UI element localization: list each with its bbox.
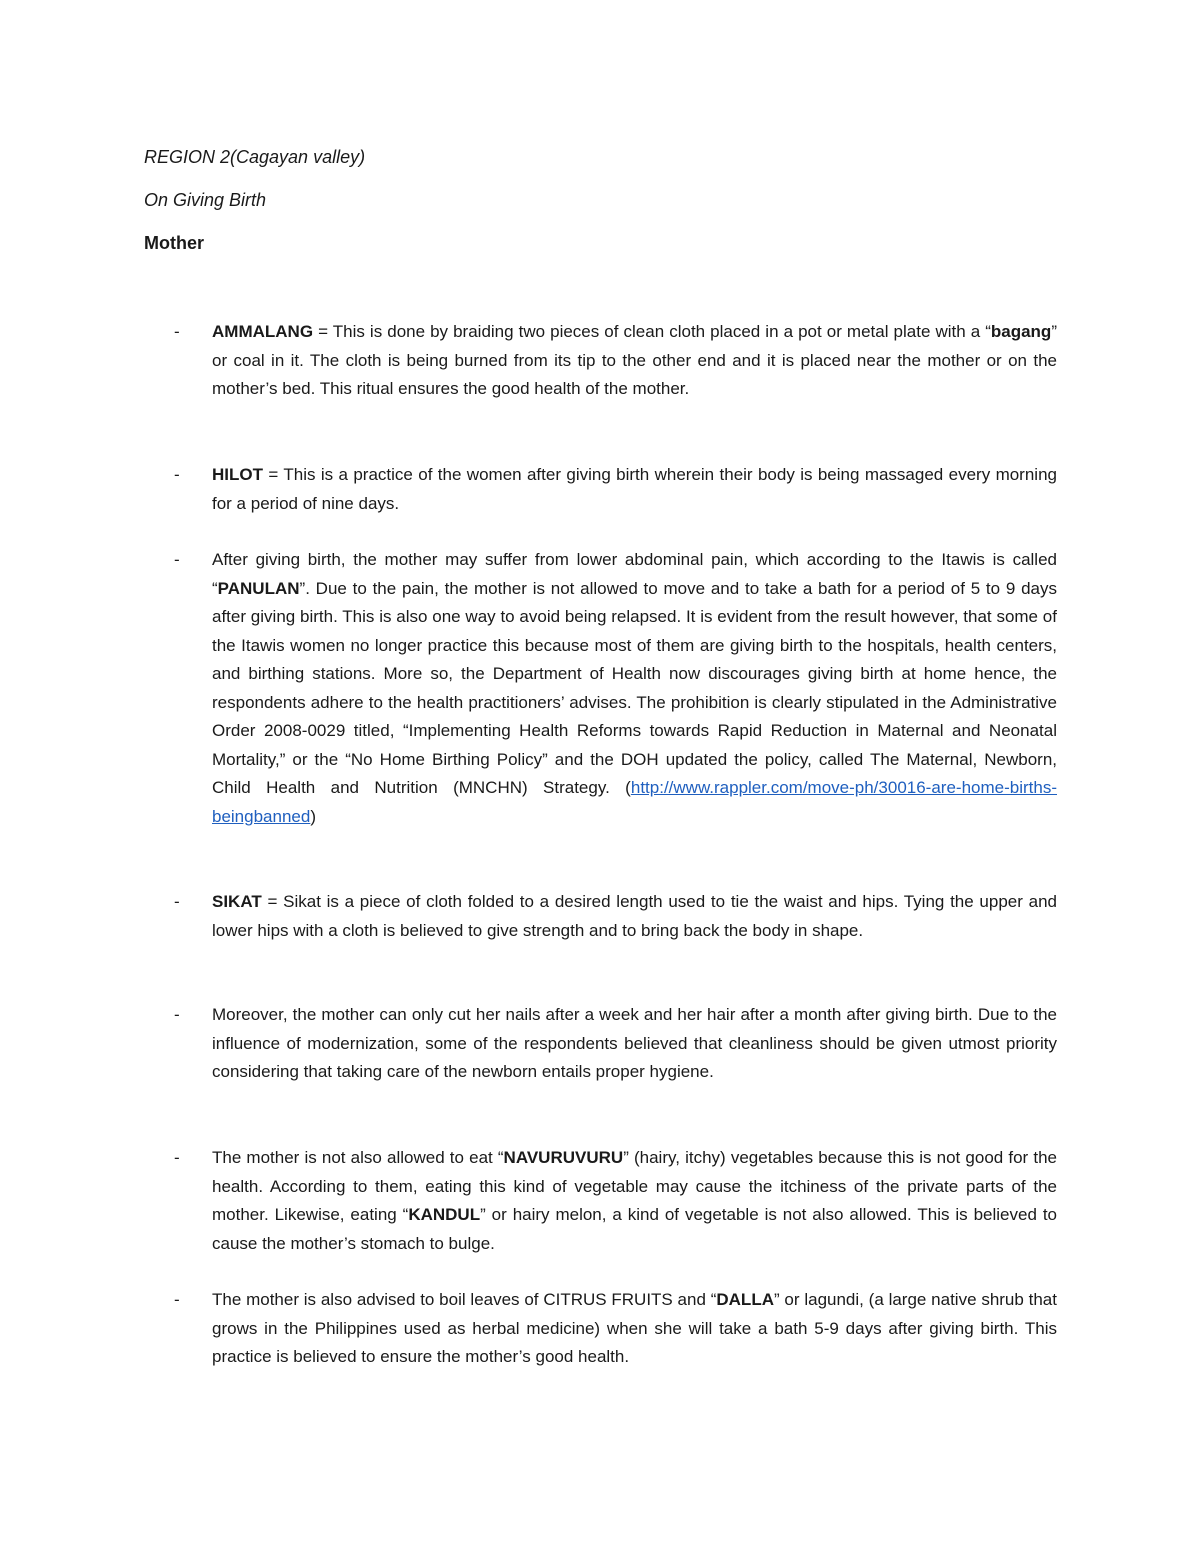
- bullet-dash: -: [174, 322, 180, 341]
- bullet-dash: -: [174, 892, 180, 911]
- list-item-nails-hair: [212, 1001, 1057, 1087]
- term-hilot: HILOT: [212, 465, 263, 484]
- item-text: ” (hairy, itchy) vegetables because this is not good for the health. According to them, eating this kind of vegetable may cause the itchiness of the private parts of the mother. Likewise, eating “: [212, 1148, 1057, 1224]
- item-text: ” or lagundi, (a large native shrub that grows in the Philippines used as herbal medicine) when she will take a bath 5-9 days after giving birth. This practice is believed to ensure the mother’s good health.: [212, 1290, 1057, 1366]
- item-text: ” or coal in it. The cloth is being burned from its tip to the other end and it is placed near the mother or on the mother’s bed. This ritual ensures the good health of the mother.: [212, 322, 1057, 398]
- term-bagang: bagang: [990, 322, 1052, 341]
- bullet-dash: -: [174, 550, 180, 569]
- item-text: = This is a practice of the women after giving birth wherein their body is being massaged every morning for a period of nine days.: [212, 465, 1057, 513]
- bullet-dash: -: [174, 1290, 180, 1309]
- term-sikat: SIKAT: [212, 892, 262, 911]
- item-text: The mother is not also allowed to eat “: [212, 1148, 504, 1167]
- rappler-link[interactable]: http://www.rappler.com/move-ph/30016-are-home-births-beingbanned: [212, 778, 1057, 826]
- list-item-dalla: [212, 1286, 1057, 1372]
- term-panulan: PANULAN: [217, 578, 300, 598]
- item-text: Moreover, the mother can only cut her nails after a week and her hair after a month after giving birth. Due to the influence of modernization, some of the respondents believed that cleanliness should be given utmost priority considering that taking care of the newborn entails proper hygiene.: [212, 1005, 1057, 1081]
- item-text: ): [310, 806, 316, 826]
- item-text: ” or hairy melon, a kind of vegetable is not also allowed. This is believed to cause the mother’s stomach to bulge.: [212, 1205, 1057, 1253]
- list-item-hilot: [212, 461, 1057, 518]
- list-item-sikat: [212, 888, 1057, 945]
- term-kandul: KANDUL: [408, 1205, 481, 1224]
- bullet-dash: -: [174, 465, 180, 484]
- bullet-dash: -: [174, 1005, 180, 1024]
- term-dalla: DALLA: [716, 1290, 774, 1309]
- item-text: = This is done by braiding two pieces of clean cloth placed in a pot or metal plate with a “: [313, 322, 991, 341]
- region-heading: REGION 2(Cagayan valley): [144, 147, 366, 167]
- item-text: The mother is also advised to boil leaves of CITRUS FRUITS and “: [212, 1290, 717, 1309]
- subject-heading: Mother: [144, 233, 204, 253]
- list-item-ammalang: [212, 318, 1057, 404]
- topic-heading: On Giving Birth: [144, 190, 267, 210]
- list-item-panulan: [212, 546, 1057, 831]
- list-item-navuruvuru: [212, 1144, 1057, 1258]
- item-text: = Sikat is a piece of cloth folded to a desired length used to tie the waist and hips. Tying the upper and lower hips with a cloth is believed to give strength and to bring back the body in shape.: [212, 892, 1057, 940]
- term-navuruvuru: NAVURUVURU: [503, 1148, 624, 1167]
- item-text: After giving birth, the mother may suffer from lower abdominal pain, which according to the Itawis is called “: [212, 550, 1057, 598]
- item-text: ”. Due to the pain, the mother is not allowed to move and to take a bath for a period of 5 to 9 days after giving birth. This is also one way to avoid being relapsed. It is evident from the result however, that some of the Itawis women no longer practice this because most of them are giving birth to the hospitals, health centers, and birthing stations. More so, the Department of Health now discourages giving birth at home hence, the respondents adhere to the health practitioners’ advises. The prohibition is clearly stipulated in the Administrative Order 2008-0029 titled, “Implementing Health Reforms towards Rapid Reduction in Maternal and Neonatal Mortality,” or the “No Home Birthing Policy” and the DOH updated the policy, called The Maternal, Newborn, Child Health and Nutrition (MNCHN) Strategy. (: [212, 578, 1057, 797]
- term-ammalang: AMMALANG: [212, 322, 314, 341]
- bullet-dash: -: [174, 1148, 180, 1167]
